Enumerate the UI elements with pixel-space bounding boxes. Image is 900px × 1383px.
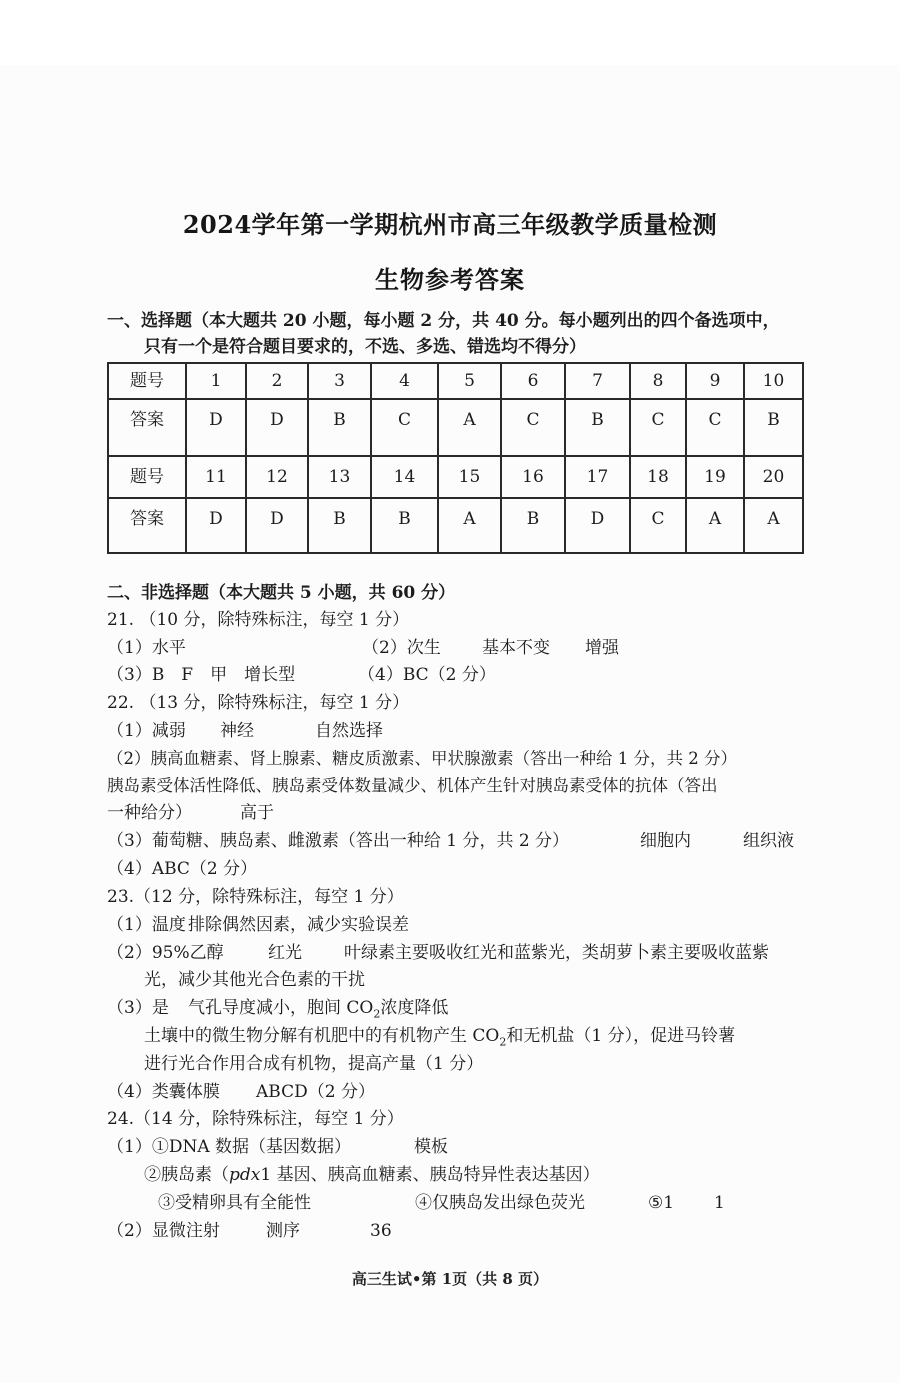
q21-p3: （3）B F 甲 增长型 [107, 665, 296, 685]
section1-heading-line1: 一、选择题（本大题共 20 小题，每小题 2 分，共 40 分。每小题列出的四个备选项中， [107, 311, 780, 331]
number-cell: 4 [371, 363, 438, 399]
answer-cell: C [630, 498, 686, 553]
answer-cell: A [438, 399, 501, 456]
q22-p2b: 胰岛素受体活性降低、胰岛素受体数量减少、机体产生针对胰岛素受体的抗体（答出 [107, 776, 718, 795]
q23-p2d: 光，减少其他光合色素的干扰 [144, 970, 365, 990]
answer-cell: D [246, 498, 308, 553]
table-row-numbers-2 [108, 456, 803, 498]
q24-p1b: 模板 [414, 1137, 448, 1157]
q22-p2: （2）胰高血糖素、肾上腺素、糖皮质激素、甲状腺激素（答出一种给 1 分，共 2 分） [107, 749, 737, 768]
answer-cell: A [438, 498, 501, 553]
q23-p3c [144, 1025, 735, 1053]
number-cell: 17 [565, 456, 630, 498]
q23-p3b-text-post: 浓度降低 [380, 998, 449, 1018]
q24-p1f: ⑤1 [648, 1193, 675, 1213]
q22-p1a: （1）减弱 [107, 721, 186, 741]
q23-p1b: 排除偶然因素，减少实验误差 [188, 915, 409, 935]
gene-name-italic: pdx [229, 1165, 261, 1185]
subscript-2: 2 [499, 1035, 507, 1049]
document-title: 2024学年第一学期杭州市高三年级教学质量检测 [182, 210, 718, 239]
number-cell: 2 [246, 363, 308, 399]
answer-cell: C [371, 399, 438, 456]
q22-p3c: 组织液 [743, 831, 794, 851]
number-cell: 18 [630, 456, 686, 498]
page-footer: 高三生试•第 1页（共 8 页） [351, 1270, 549, 1288]
answer-cell: B [501, 498, 565, 553]
q23-p3c-text-post: 和无机盐（1 分），促进马铃薯 [506, 1026, 736, 1046]
answer-cell: D [186, 498, 246, 553]
number-cell: 14 [371, 456, 438, 498]
q21-header: 21. （10 分，除特殊标注，每空 1 分） [107, 610, 410, 630]
q24-header: 24.（14 分，除特殊标注，每空 1 分） [107, 1109, 404, 1129]
table-row-answers-2 [108, 498, 803, 553]
answer-cell: B [744, 399, 803, 456]
q22-p3b: 细胞内 [640, 831, 691, 851]
q24-p1c [144, 1164, 600, 1186]
number-cell: 12 [246, 456, 308, 498]
answer-label: 答案 [108, 498, 186, 553]
answer-cell: C [686, 399, 744, 456]
number-cell: 7 [565, 363, 630, 399]
answer-table [107, 362, 804, 554]
answer-cell: B [308, 498, 371, 553]
q24-p1d: ③受精卵具有全能性 [158, 1193, 311, 1213]
q24-p1c-text: ②胰岛素（ [144, 1165, 229, 1185]
q21-p4: （4）BC（2 分） [358, 665, 496, 685]
number-cell: 16 [501, 456, 565, 498]
q22-header: 22. （13 分，除特殊标注，每空 1 分） [107, 693, 410, 713]
answer-cell: B [371, 498, 438, 553]
section2-heading: 二、非选择题（本大题共 5 小题，共 60 分） [107, 583, 456, 603]
q23-p4b: ABCD（2 分） [256, 1082, 375, 1102]
answer-cell: A [744, 498, 803, 553]
number-cell: 13 [308, 456, 371, 498]
q24-p1c-text-post: 1 基因、胰高血糖素、胰岛特异性表达基因） [260, 1165, 600, 1185]
q23-p2c: 叶绿素主要吸收红光和蓝紫光，类胡萝卜素主要吸收蓝紫 [344, 943, 769, 963]
number-cell: 20 [744, 456, 803, 498]
answer-cell: C [501, 399, 565, 456]
q23-p3d: 进行光合作用合成有机物，提高产量（1 分） [144, 1054, 484, 1074]
q21-p2: （2）次生 [362, 638, 441, 658]
q24-p1g: 1 [714, 1193, 725, 1213]
q21-p1: （1）水平 [107, 638, 186, 658]
q23-p4a: （4）类囊体膜 [107, 1082, 220, 1102]
q22-p2c: 一种给分） [107, 803, 192, 823]
q24-p1e: ④仅胰岛发出绿色荧光 [415, 1193, 585, 1213]
q23-p2b: 红光 [268, 943, 302, 963]
number-cell: 1 [186, 363, 246, 399]
subscript-2: 2 [373, 1007, 381, 1021]
q24-p2b: 测序 [266, 1221, 300, 1241]
answer-cell: D [246, 399, 308, 456]
q24-p2a: （2）显微注射 [107, 1221, 220, 1241]
answer-cell: D [186, 399, 246, 456]
answer-cell: D [565, 498, 630, 553]
number-label: 题号 [108, 363, 186, 399]
q23-p3b [188, 997, 448, 1025]
q22-p2d: 高于 [240, 803, 274, 823]
number-cell: 19 [686, 456, 744, 498]
document-subtitle: 生物参考答案 [375, 265, 525, 294]
q23-header: 23.（12 分，除特殊标注，每空 1 分） [107, 887, 404, 907]
number-cell: 6 [501, 363, 565, 399]
answer-cell: B [308, 399, 371, 456]
q21-p2c: 增强 [585, 638, 619, 658]
number-cell: 5 [438, 363, 501, 399]
number-cell: 11 [186, 456, 246, 498]
table-row-numbers-1 [108, 363, 803, 399]
answer-cell: B [565, 399, 630, 456]
top-blank-band [0, 0, 900, 65]
table-row-answers-1 [108, 399, 803, 456]
section1-heading-line2: 只有一个是符合题目要求的，不选、多选、错选均不得分） [144, 337, 586, 357]
q24-p2c: 36 [370, 1221, 392, 1241]
q23-p2a: （2）95%乙醇 [107, 943, 224, 963]
answer-cell: A [686, 498, 744, 553]
q23-p3b-text: 气孔导度减小，胞间 CO [188, 998, 374, 1018]
number-cell: 8 [630, 363, 686, 399]
q22-p1c: 自然选择 [315, 721, 383, 741]
q23-p3c-text: 土壤中的微生物分解有机肥中的有机物产生 CO [144, 1026, 500, 1046]
number-cell: 9 [686, 363, 744, 399]
q22-p1b: 神经 [220, 721, 254, 741]
q23-p3a: （3）是 [107, 998, 169, 1018]
number-cell: 10 [744, 363, 803, 399]
answer-label: 答案 [108, 399, 186, 456]
q22-p3: （3）葡萄糖、胰岛素、雌激素（答出一种给 1 分，共 2 分） [107, 831, 570, 851]
q22-p4: （4）ABC（2 分） [107, 859, 258, 879]
number-cell: 15 [438, 456, 501, 498]
number-cell: 3 [308, 363, 371, 399]
q24-p1a: （1）①DNA 数据（基因数据） [107, 1137, 352, 1157]
number-label: 题号 [108, 456, 186, 498]
answer-cell: C [630, 399, 686, 456]
q21-p2b: 基本不变 [482, 638, 550, 658]
q23-p1a: （1）温度 [107, 915, 186, 935]
